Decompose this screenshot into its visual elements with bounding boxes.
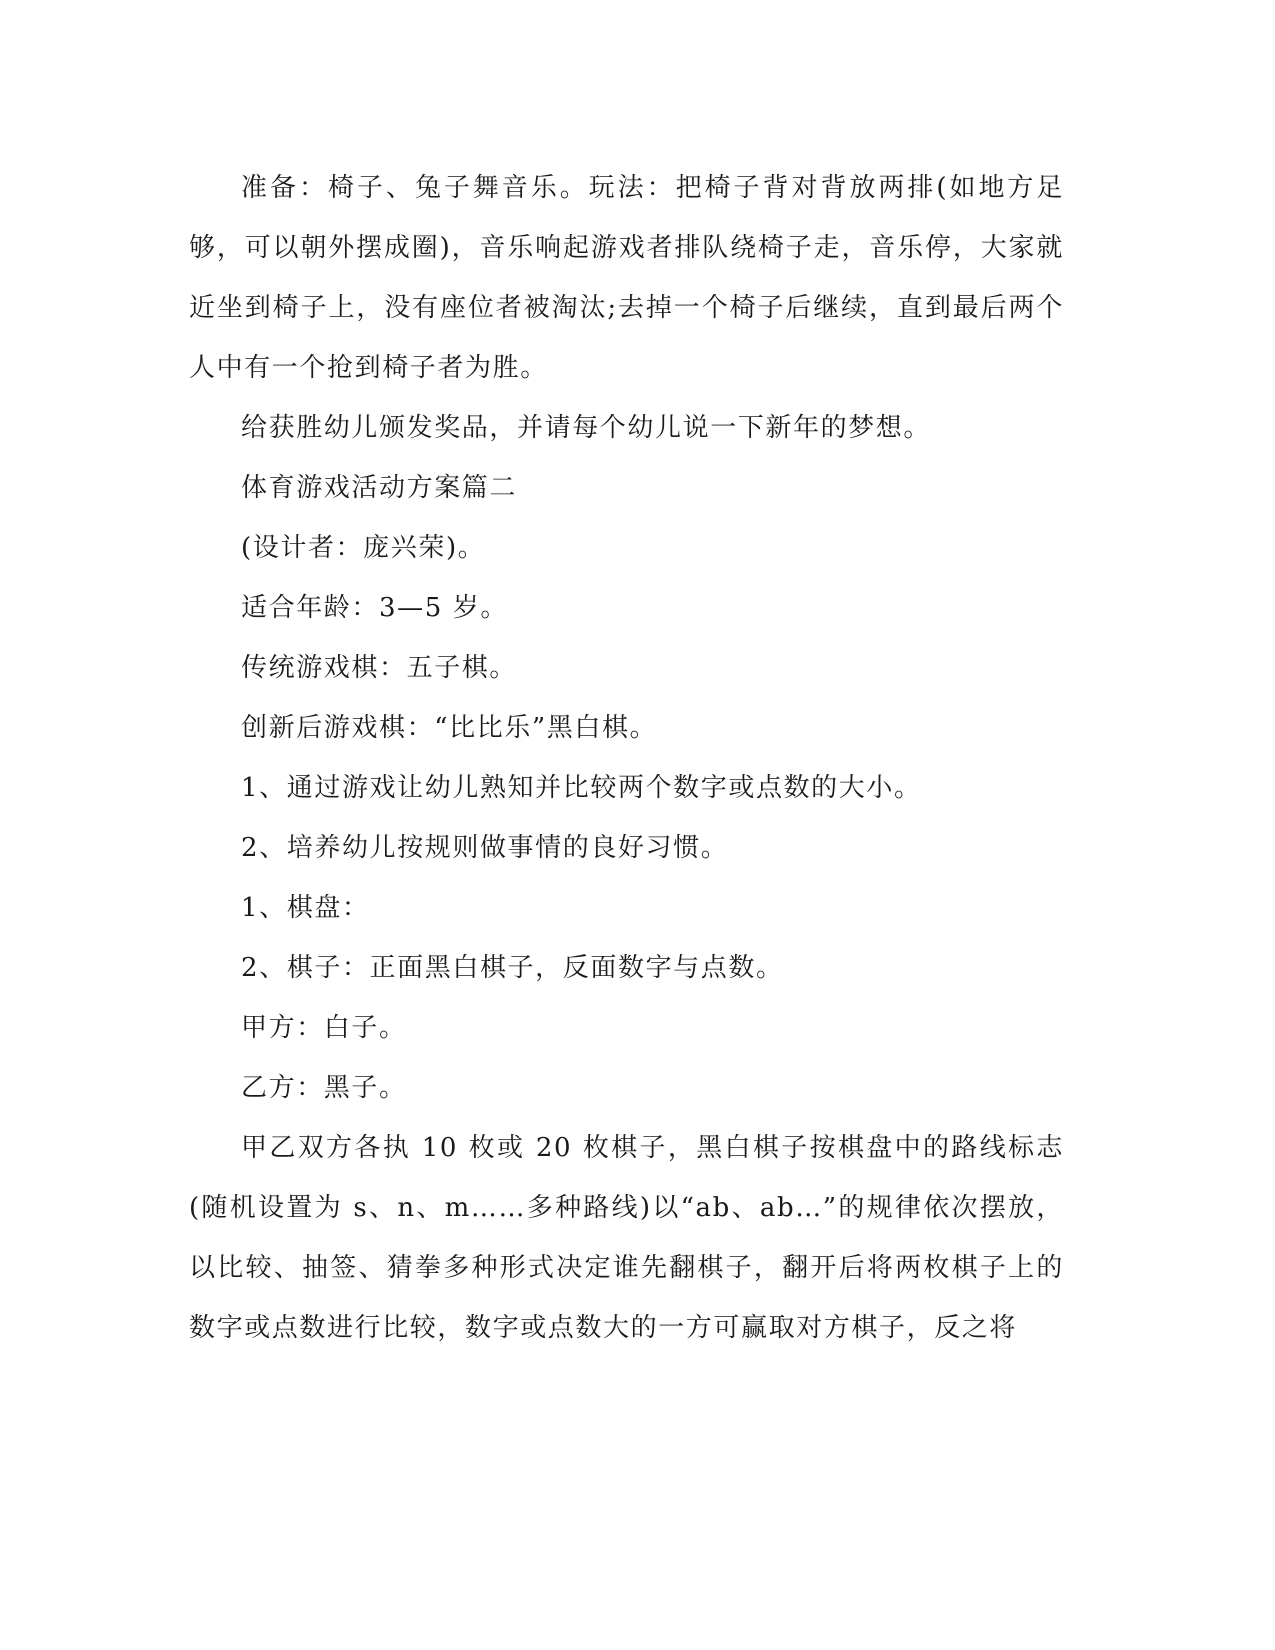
paragraph-goal-1: 1、通过游戏让幼儿熟知并比较两个数字或点数的大小。 bbox=[241, 773, 922, 803]
paragraph-designer: (设计者：庞兴荣)。 bbox=[241, 533, 486, 563]
paragraph-goal-2: 2、培养幼儿按规则做事情的良好习惯。 bbox=[241, 833, 729, 863]
document-body bbox=[189, 158, 1064, 1358]
paragraph-prize: 给获胜幼儿颁发奖品，并请每个幼儿说一下新年的梦想。 bbox=[241, 413, 932, 443]
paragraph-age: 适合年龄：3—5 岁。 bbox=[241, 593, 508, 623]
paragraph-material-2: 2、棋子：正面黑白棋子，反面数字与点数。 bbox=[241, 953, 784, 983]
paragraph-side-b: 乙方：黑子。 bbox=[241, 1073, 407, 1103]
paragraph-material-1: 1、棋盘： bbox=[241, 893, 370, 923]
section-heading: 体育游戏活动方案篇二 bbox=[241, 473, 518, 503]
paragraph-game-rules: 准备：椅子、兔子舞音乐。玩法：把椅子背对背放两排(如地方足够，可以朝外摆成圈)，音乐响起游戏者排队绕椅子走，音乐停，大家就近坐到椅子上，没有座位者被淘汰;去掉一个椅子后继续，直到最后两个人中有一个抢到椅子者为胜。 bbox=[189, 173, 1064, 383]
paragraph-traditional-game: 传统游戏棋：五子棋。 bbox=[241, 653, 518, 683]
paragraph-side-a: 甲方：白子。 bbox=[241, 1013, 407, 1043]
paragraph-play-method: 甲乙双方各执 10 枚或 20 枚棋子，黑白棋子按棋盘中的路线标志(随机设置为 s、n、m……多种路线)以“ab、ab…”的规律依次摆放，以比较、抽签、猜拳多种形式决定谁先翻棋子，翻开后将两枚棋子上的数字或点数进行比较，数字或点数大的一方可赢取对方棋子，反之将 bbox=[189, 1133, 1064, 1343]
paragraph-innovative-game: 创新后游戏棋：“比比乐”黑白棋。 bbox=[241, 713, 658, 743]
